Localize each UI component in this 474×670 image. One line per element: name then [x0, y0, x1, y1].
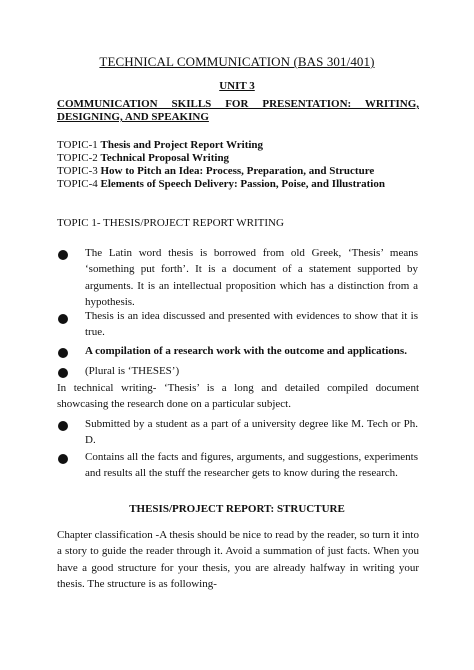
bullet-icon [58, 454, 68, 464]
paragraph: Chapter classification -A thesis should be nice to read by the reader, so turn it into a story to guide the reader through it. Avoid a summation of just facts. When you have a good structure for your thesis, you are already halfway in writing your thesis. The structure is as following- [57, 529, 419, 590]
unit-heading: UNIT 3 [219, 80, 255, 92]
subtitle-line-2: DESIGNING, AND SPEAKING [57, 111, 209, 123]
subtitle-line-1: COMMUNICATION SKILLS FOR PRESENTATION: WRITING, [57, 98, 419, 110]
bullet-icon [58, 314, 68, 324]
topic-prefix: TOPIC-3 [57, 165, 98, 177]
section-heading: TOPIC 1- THESIS/PROJECT REPORT WRITING [57, 217, 284, 229]
bullet-text: Thesis is an idea discussed and presented with evidences to show that it is true. [85, 310, 418, 339]
topic-prefix: TOPIC-1 [57, 139, 98, 151]
document-title: TECHNICAL COMMUNICATION (BAS 301/401) [99, 54, 375, 69]
topic-text: Elements of Speech Delivery: Passion, Poise, and Illustration [100, 178, 385, 190]
topic-item [57, 165, 374, 177]
bullet-text: The Latin word thesis is borrowed from old Greek, ‘Thesis’ means ‘something put forth’. It is a document of a statement supported by arguments. It is an intellectual proposition which has a distinction from a hypothesis. [85, 247, 418, 308]
bullet-text: Submitted by a student as a part of a university degree like M. Tech or Ph. D. [85, 418, 418, 447]
bullet-icon [58, 348, 68, 358]
topic-text: Thesis and Project Report Writing [100, 139, 264, 151]
bullet-icon [58, 421, 68, 431]
topic-item [57, 152, 229, 164]
topic-item [57, 178, 385, 190]
bullet-text: Contains all the facts and figures, arguments, and suggestions, experiments and results all the stuff the researcher gets to know during the research. [85, 451, 418, 480]
bullet-icon [58, 250, 68, 260]
topic-text: How to Pitch an Idea: Process, Preparation, and Structure [100, 165, 375, 177]
bullet-text: A compilation of a research work with the outcome and applications. [85, 345, 407, 357]
bullet-icon [58, 368, 68, 378]
topic-prefix: TOPIC-2 [57, 152, 98, 164]
topic-text: Technical Proposal Writing [100, 152, 230, 164]
section-heading: THESIS/PROJECT REPORT: STRUCTURE [129, 503, 345, 515]
topic-item [57, 139, 263, 151]
bullet-text: (Plural is ‘THESES’) [85, 365, 180, 377]
topic-prefix: TOPIC-4 [57, 178, 98, 190]
paragraph: In technical writing- ‘Thesis’ is a long and detailed compiled document showcasing the research done on a particular subject. [57, 382, 419, 411]
